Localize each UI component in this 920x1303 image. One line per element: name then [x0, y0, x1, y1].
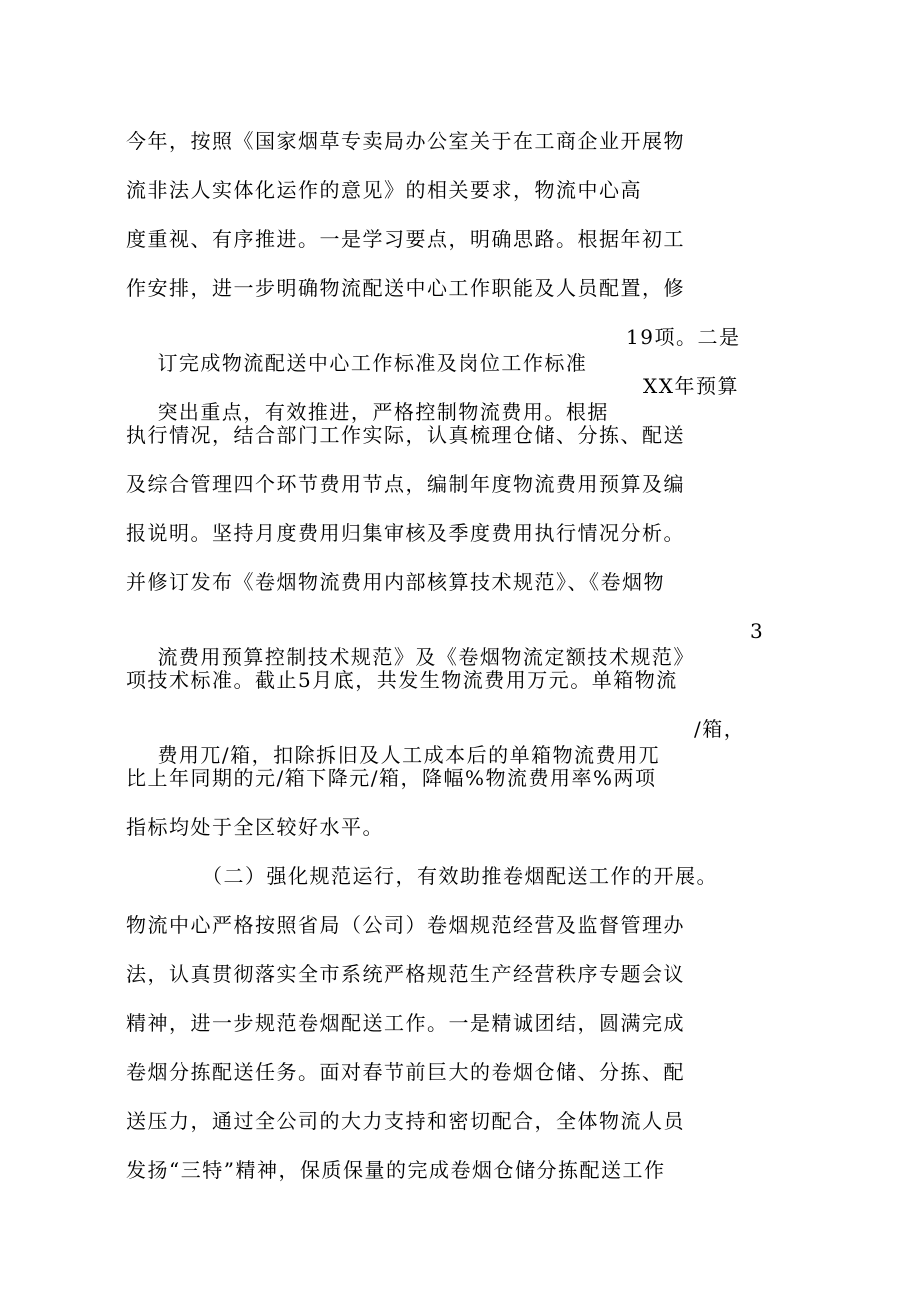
text-segment: 卷烟分拣配送任务。面对春节前巨大的卷烟仓储、分拣、配 [126, 1060, 685, 1084]
text-line [126, 961, 685, 987]
text-line [126, 226, 685, 252]
text-line [126, 1059, 685, 1085]
text-line [126, 912, 685, 938]
text-segment: 19项。二是 [626, 325, 741, 349]
text-segment: 及综合管理四个环节费用节点，编制年度物流费用预算及编 [126, 472, 685, 496]
text-line [126, 1010, 685, 1036]
text-segment: /箱， [694, 717, 746, 741]
section-heading [202, 863, 718, 889]
text-segment: 执行情况，结合部门工作实际，认真梳理仓储、分拣、配送 [126, 423, 685, 447]
text-segment: 精神，进一步规范卷烟配送工作。一是精诚团结，圆满完成 [126, 1011, 685, 1035]
text-segment: 流非法人实体化运作的意见》的相关要求，物流中心高 [126, 178, 642, 202]
text-segment: 流费用预算控制技术规范》及《卷烟物流定额技术规范》 [157, 645, 695, 669]
text-segment: 报说明。坚持月度费用归集审核及季度费用执行情况分析。 [126, 521, 685, 545]
text-line [126, 471, 685, 497]
text-segment: 订完成物流配送中心工作标准及岗位工作标准 [157, 351, 588, 375]
text-segment: 费用兀/箱，扣除拆旧及人工成本后的单箱物流费用兀 [157, 743, 661, 767]
text-line [126, 569, 665, 595]
text-segment: 3 [750, 619, 765, 643]
text-line [126, 422, 685, 448]
text-line [126, 177, 642, 203]
text-segment: 送压力，通过全公司的大力支持和密切配合，全体物流人员 [126, 1109, 685, 1133]
text-segment: （二）强化规范运行，有效助推卷烟配送工作的开展。 [202, 864, 718, 888]
text-segment: XX年预算 [643, 374, 739, 398]
text-line [126, 765, 656, 791]
text-line [126, 667, 678, 693]
text-line [126, 814, 384, 840]
text-line [126, 1108, 685, 1134]
text-segment: 作安排，进一步明确物流配送中心工作职能及人员配置，修 [126, 276, 685, 300]
text-segment: 今年，按照《国家烟草专卖局办公室关于在工商企业开展物 [126, 129, 685, 153]
text-segment: 指标均处于全区较好水平。 [126, 815, 384, 839]
text-line [126, 128, 685, 154]
text-segment: 并修订发布《卷烟物流费用内部核算技术规范》、《卷烟物 [126, 570, 665, 594]
text-line [126, 520, 685, 546]
text-line [126, 275, 685, 301]
text-segment: 突出重点，有效推进，严格控制物流费用。根据 [157, 400, 609, 424]
text-segment: 项技术标准。截止5月底，共发生物流费用万元。单箱物流 [126, 668, 678, 692]
text-segment: 发扬“三特”精神，保质保量的完成卷烟仓储分拣配送工作 [126, 1158, 666, 1182]
text-line [126, 1157, 665, 1183]
text-segment: 法，认真贯彻落实全市系统严格规范生产经营秩序专题会议 [126, 962, 685, 986]
text-segment: 比上年同期的元/箱下降元/箱，降幅%物流费用率%两项 [126, 766, 657, 790]
text-segment: 物流中心严格按照省局（公司）卷烟规范经营及监督管理办 [126, 913, 685, 937]
text-segment: 度重视、有序推进。一是学习要点，明确思路。根据年初工 [126, 227, 685, 251]
